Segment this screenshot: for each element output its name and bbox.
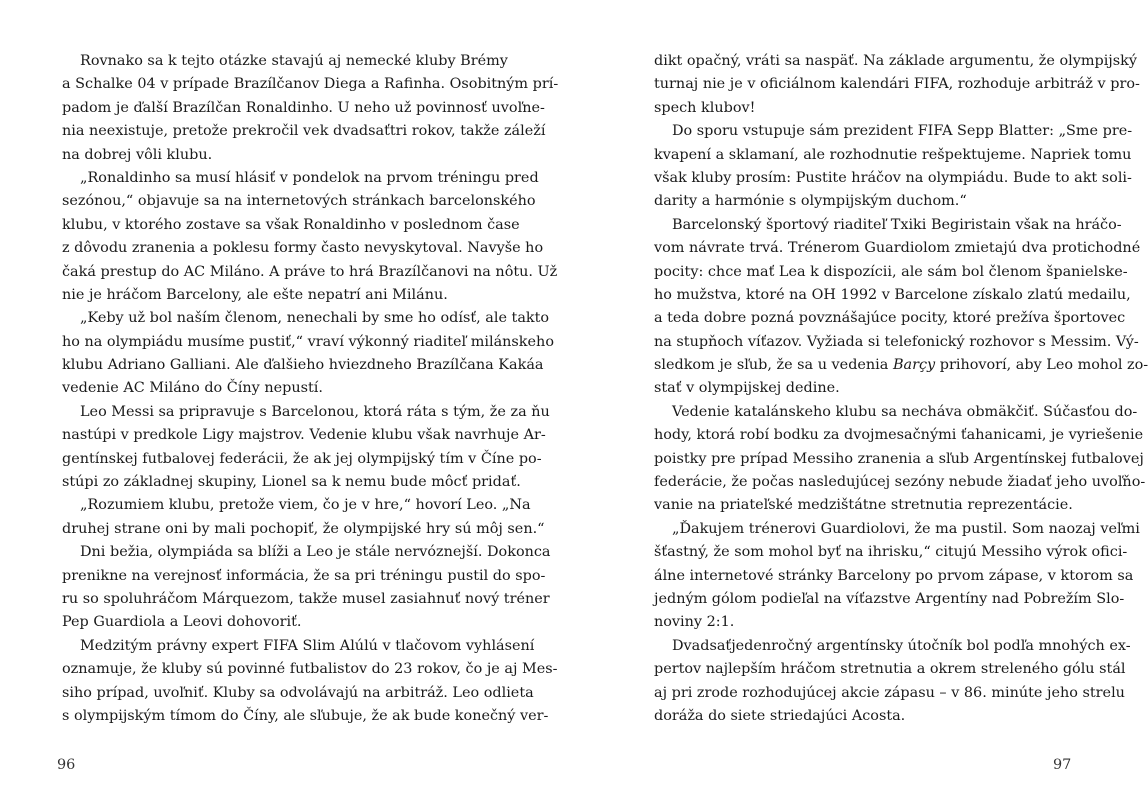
text-line: a Schalke 04 v prípade Brazílčanov Diega a Rafinha. Osobitným prí- [62,76,559,93]
text-line: „Ďakujem trénerovi Guardiolovi, že ma pustil. Som naozaj veľmi [672,520,1140,537]
text-line: vedenie AC Miláno do Číny nepustí. [62,380,323,397]
text-line: Pep Guardiola a Leovi dohovoriť. [62,614,302,631]
text-line: Dni bežia, olympiáda sa blíži a Leo je stále nervóznejší. Dokonca [80,544,551,561]
text-line: turnaj nie je v oficiálnom kalendári FIFA, rozhoduje arbitráž v pro- [654,76,1140,93]
text-line: šťastný, že som mohol byť na ihrisku,“ citujú Messiho výrok ofici- [654,544,1128,561]
text-line: Do sporu vstupuje sám prezident FIFA Sepp Blatter: „Sme pre- [672,123,1133,140]
text-line: dikt opačný, vráti sa naspäť. Na základe argumentu, že olympijský [654,53,1137,69]
text-line: hody, ktorá robí bodku za dvojmesačnými ťahanicami, je vyriešenie [654,427,1144,444]
text-line: kvapení a sklamaní, ale rozhodnutie rešpektujeme. Napriek tomu [654,146,1132,163]
text-line: álne internetové stránky Barcelony po prvom zápase, v ktorom sa [654,567,1134,584]
text-line: dorážа do siete striedajúci Acosta. [654,707,906,724]
text-segment: prihovorí, aby Leo mohol zo- [935,357,1148,374]
text-line: na stupňoch víťazov. Vyžiada si telefonický rozhovor s Messim. Vý- [654,333,1139,350]
text-line: Dvadsaťjedenročný argentínsky útočník bol podľa mnohých ex- [672,637,1131,654]
text-line: siho prípad, uvoľniť. Kluby sa odvolávajú na arbitráž. Leo odlieta [62,684,534,701]
text-line: nia neexistuje, pretože prekročil vek dvadsaťtri rokov, takže záleží [62,123,546,140]
text-line: vom návrate trvá. Trénerom Guardiolom zmietajú dva protichodné [654,240,1141,257]
text-line: sezónou,“ objavuje sa na internetových stránkach barcelonského [62,193,536,210]
text-line: nastúpi v predkole Ligy majstrov. Vedenie klubu však navrhuje Ar- [62,427,546,444]
text-line: Medzitým právny expert FIFA Slim Alúlú v tlačovom vyhlásení [80,637,535,654]
text-line: Vedenie katalánskeho klubu sa necháva obmäkčiť. Súčasťou do- [672,403,1138,420]
text-line: jedným gólom podieľal na víťazstve Argentíny nad Pobrežím Slo- [654,590,1125,607]
text-line: poistky pre prípad Messiho zranenia a sľub Argentínskej futbalovej [654,450,1144,467]
text-line: gentínskej futbalovej federácii, že ak jej olympijský tím v Číne po- [62,450,542,467]
text-line: klubu Adriano Galliani. Ale ďalšieho hviezdneho Brazílčana Kakáa [62,357,544,374]
text-line: darity a harmónie s olympijským duchom.“ [654,193,967,210]
right-page-number: 97 [1053,757,1072,773]
text-line: a teda dobre pozná povznášajúce pocity, ktoré prežíva športovec [654,310,1126,327]
text-line: z dôvodu zranenia a poklesu formy často nevyskytoval. Navyše ho [62,240,544,257]
text-segment: sledkom je sľub, že sa u vedenia [654,357,893,374]
text-line: „Ronaldinho sa musí hlásiť v pondelok na prvom tréningu pred [80,169,539,186]
text-line: aj pri zrode rozhodujúcej akcie zápasu – v 86. minúte jeho strelu [654,684,1125,701]
text-line: Rovnako sa k tejto otázke stavajú aj nemecké kluby Brémy [80,53,508,69]
text-line: noviny 2:1. [654,614,735,631]
text-line: federácie, že počas nasledujúcej sezóny nebude žiadať jeho uvoľňo- [654,474,1146,491]
text-line: ho na olympiádu musíme pustiť,“ vraví výkonný riaditeľ milánskeho [62,333,554,350]
text-line: prenikne na verejnosť informácia, že sa pri tréningu pustil do spo- [62,567,546,584]
left-page-text [62,50,559,728]
right-page-text [654,50,1148,728]
text-line: pocity: chce mať Lea k dispozícii, ale sám bol členom španielske- [654,263,1128,280]
text-line [654,354,1148,377]
text-line: nie je hráčom Barcelony, ale ešte nepatrí ani Milánu. [62,286,448,303]
text-line: druhej strane oni by mali pochopiť, že olympijské hry sú môj sen.“ [62,520,545,537]
text-line: stať v olympijskej dedine. [654,380,840,397]
text-line: klubu, v ktorého zostave sa však Ronaldinho v poslednom čase [62,216,520,233]
text-line: „Keby už bol naším členom, nenechali by sme ho odísť, ale takto [80,310,550,327]
text-line: stúpi zo základnej skupiny, Lionel sa k nemu bude môcť pridať. [62,474,521,491]
text-line: s olympijským tímom do Číny, ale sľubuje, že ak bude konečný ver- [62,707,549,724]
text-line: čaká prestup do AC Miláno. A práve to hrá Brazílčanovi na nôtu. Už [62,263,558,280]
text-line: Barcelonský športový riaditeľ Txiki Begiristain však na hráčo- [672,216,1122,233]
italic-text-segment: Barçy [892,357,936,374]
text-line: ru so spoluhráčom Márquezom, takže musel zasiahnuť nový tréner [62,590,550,607]
text-line: vanie na priateľské medzištátne stretnutia reprezentácie. [654,497,1073,514]
text-line: Leo Messi sa pripravuje s Barcelonou, ktorá ráta s tým, že za ňu [80,403,550,420]
text-line: na dobrej vôli klubu. [62,146,213,163]
text-line: ho mužstva, ktoré na OH 1992 v Barcelone získalo zlatú medailu, [654,286,1131,303]
text-line: „Rozumiem klubu, pretože viem, čo je v hre,“ hovorí Leo. „Na [80,497,531,514]
text-line: oznamuje, že kluby sú povinné futbalistov do 23 rokov, čo je aj Mes- [62,661,558,678]
text-line: však kluby prosím: Pustite hráčov na olympiádu. Bude to akt soli- [654,169,1132,186]
left-page-number: 96 [57,757,76,773]
text-line: pertov najlepším hráčom stretnutia a okrem streleného gólu stál [654,661,1126,678]
text-line: padom je ďalší Brazílčan Ronaldinho. U neho už povinnosť uvoľne- [62,99,545,116]
text-line: spech klubov! [654,99,756,116]
